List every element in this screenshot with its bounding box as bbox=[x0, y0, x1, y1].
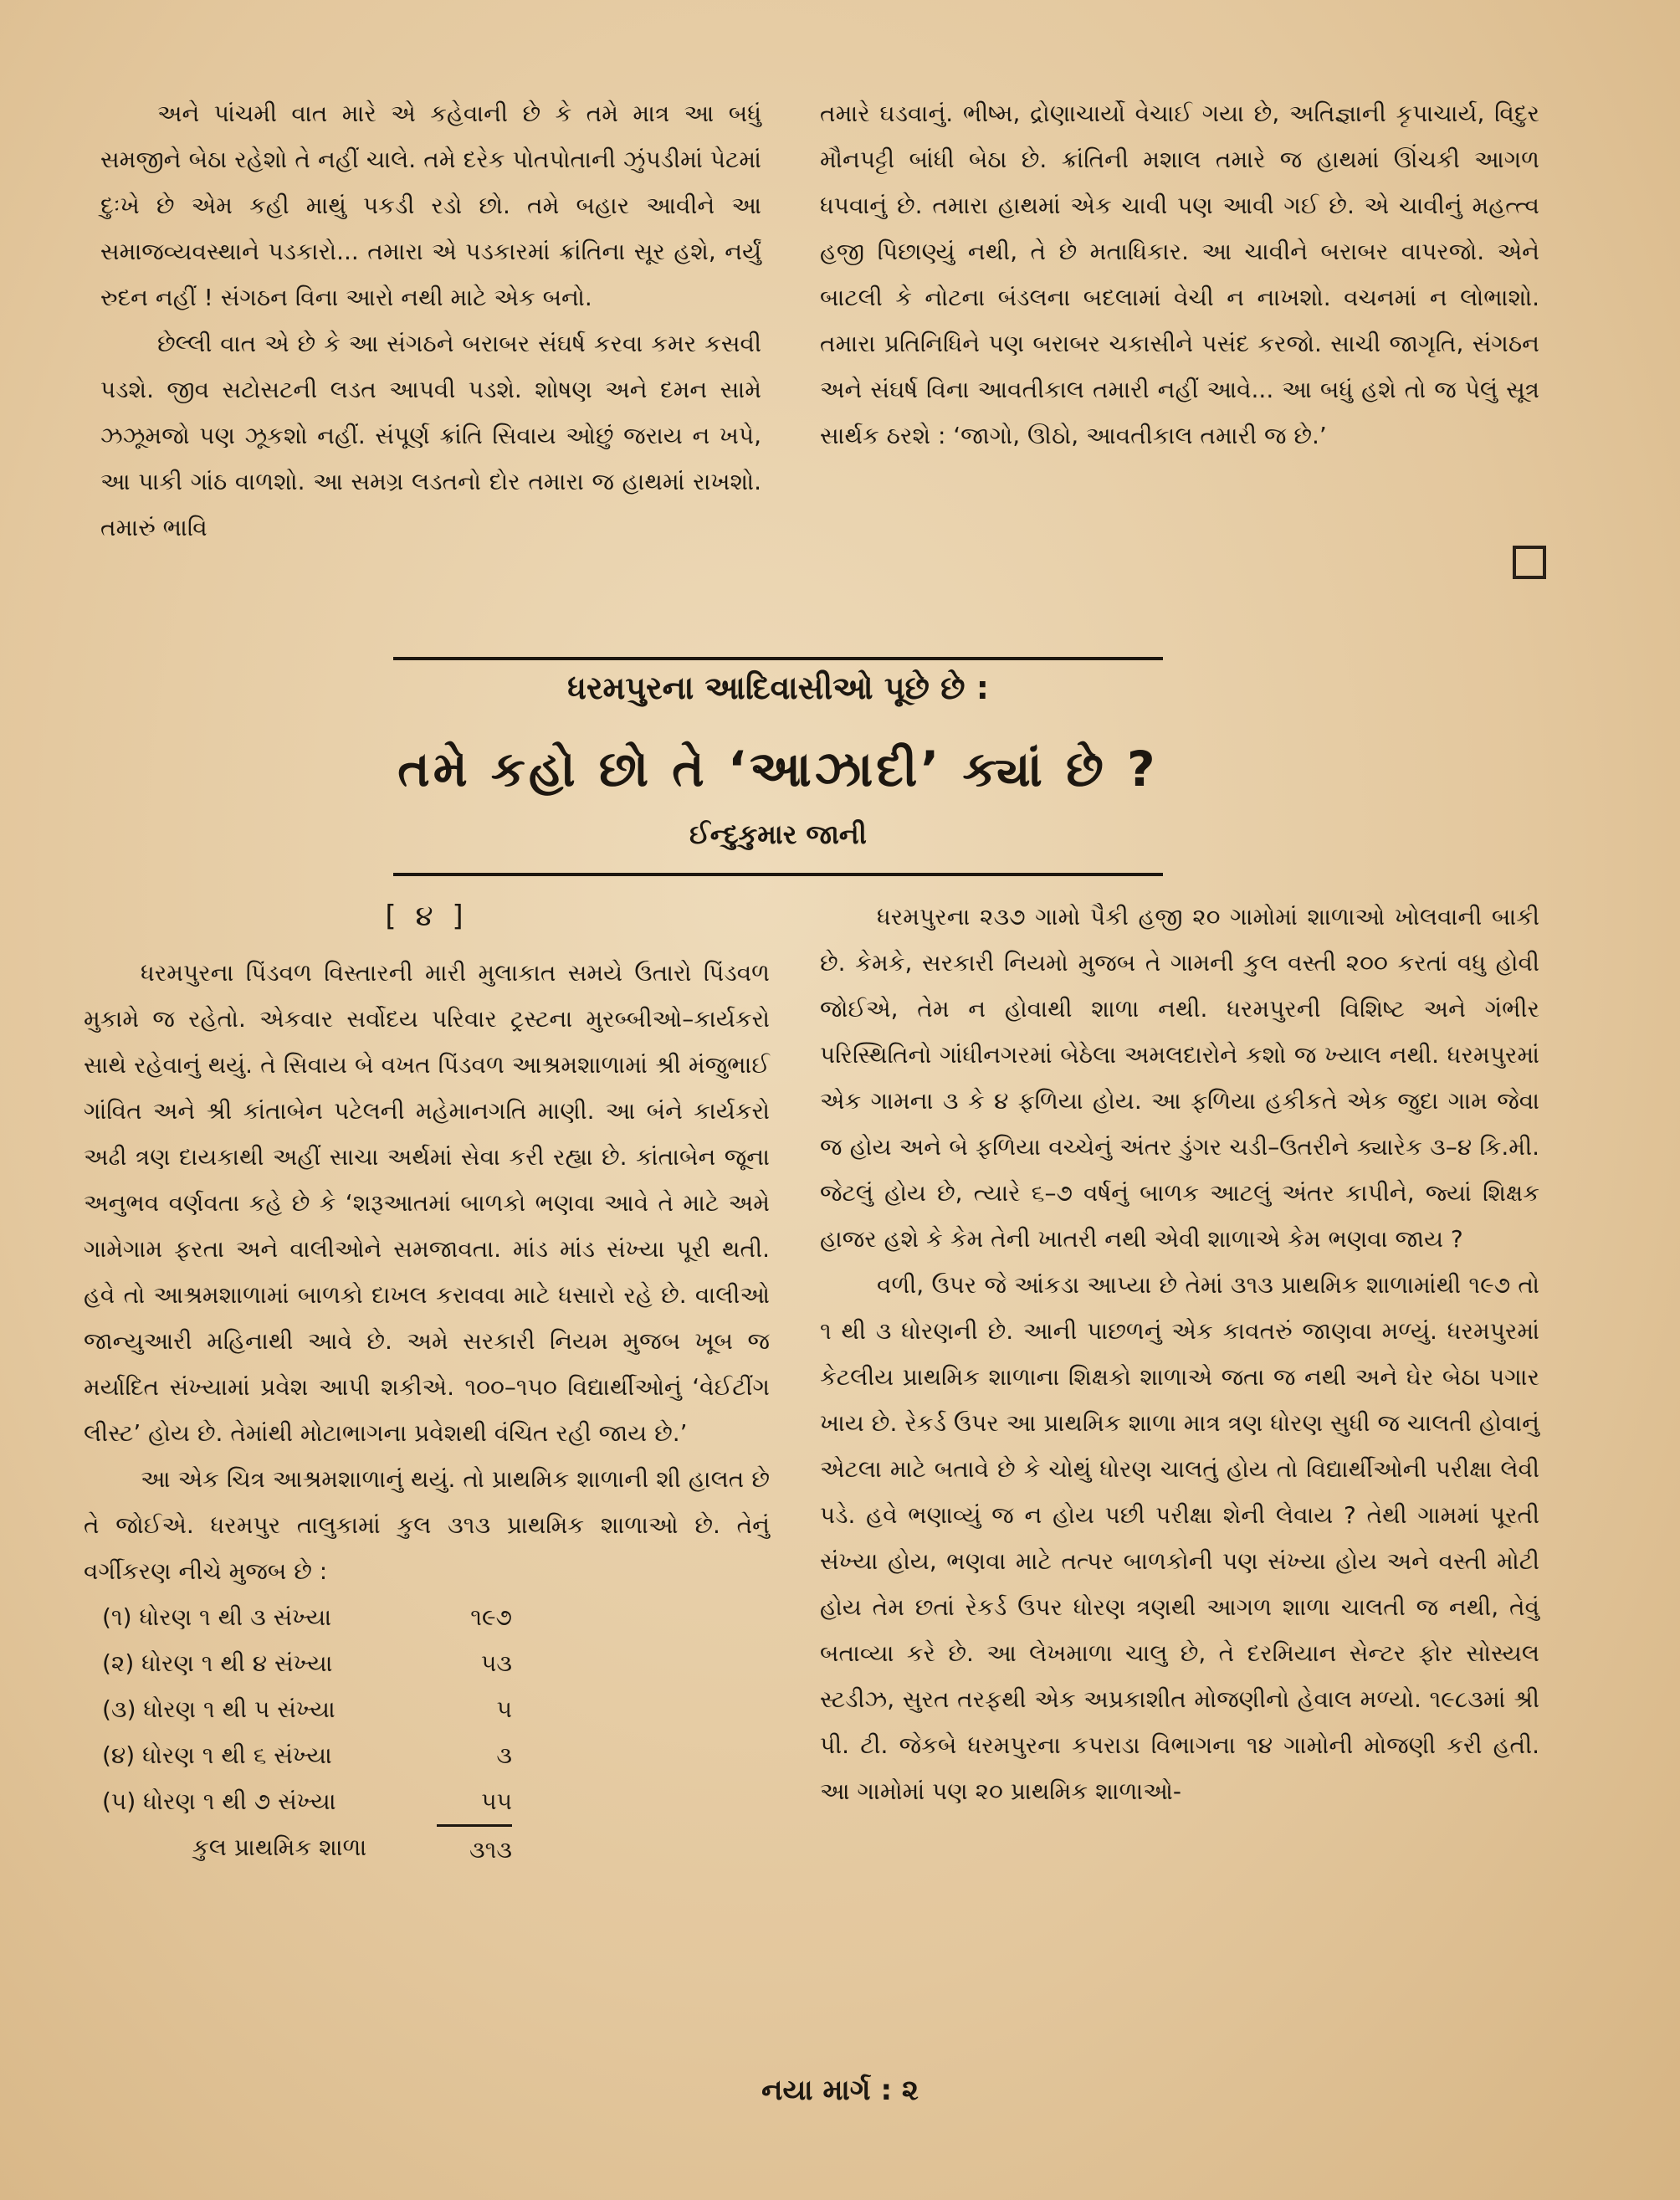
paragraph: તમારે ઘડવાનું. ભીષ્મ, દ્રોણાચાર્યો વેચાઈ ગયા છે, અતિજ્ઞાની કૃપાચાર્ય, વિદુર મૌનપટ્ટી બાંધી બેઠા છે. ક્રાંતિની મશાલ તમારે જ હાથમાં ઊંચકી આગળ ધપવાનું છે. તમારા હાથમાં એક ચાવી પણ આવી ગઈ છે. એ ચાવીનું મહત્ત્વ હજી પિછાણ્યું નથી, તે છે મતાધિકાર. આ ચાવીને બરાબર વાપરજો. એને બાટલી કે નોટના બંડલના બદલામાં વેચી ન નાખશો. વચનમાં ન લોભાશો. તમારા પ્રતિનિધિને પણ બરાબર ચકાસીને પસંદ કરજો. સાચી જાગૃતિ, સંગઠન અને સંઘર્ષ વિના આવતીકાલ તમારી નહીં આવે... આ બધું હશે તો જ પેલું સૂત્ર સાર્થક ઠરશે : ‘જાગો, ઊઠો, આવતીકાલ તમારી જ છે.’ bbox=[820, 100, 1539, 449]
divider bbox=[393, 657, 1163, 660]
list-item-value: ૫ bbox=[496, 1695, 512, 1723]
page-footer: નયા માર્ગ : ૨ bbox=[761, 2074, 919, 2107]
article-byline: ઈન્દુકુમાર જાની bbox=[689, 818, 867, 850]
list-item-value: ૩ bbox=[496, 1741, 512, 1769]
list-item-value: ૫૩ bbox=[480, 1649, 512, 1677]
paragraph: અને પાંચમી વાત મારે એ કહેવાની છે કે તમે માત્ર આ બધું સમજીને બેઠા રહેશો તે નહીં ચાલે. તમે દરેક પોતપોતાની ઝુંપડીમાં પેટમાં દુઃખે છે એમ કહી માથું પકડી રડો છો. તમે બહાર આવીને આ સમાજવ્યવસ્થાને પડકારો... તમારા એ પડકારમાં ક્રાંતિના સૂર હશે, નર્યું રુદન નહીં ! સંગઠન વિના આરો નથી માટે એક બનો. bbox=[100, 100, 761, 311]
paragraph: છેલ્લી વાત એ છે કે આ સંગઠને બરાબર સંઘર્ષ કરવા કમર કસવી પડશે. જીવ સટોસટની લડત આપવી પડશે. શોષણ અને દમન સામે ઝઝૂમજો પણ ઝૂકશો નહીં. સંપૂર્ણ ક્રાંતિ સિવાય ઓછું જરાય ન ખપે, આ પાકી ગાંઠ વાળશો. આ સમગ્ર લડતનો દોર તમારા જ હાથમાં રાખશો. તમારું ભાવિ bbox=[100, 330, 761, 541]
list-item-value: ૧૯૭ bbox=[470, 1603, 512, 1631]
continued-text-left-column bbox=[100, 90, 761, 551]
end-of-article-box-icon bbox=[1513, 546, 1546, 579]
list-item bbox=[84, 1640, 770, 1686]
total-label: કુલ પ્રાથમિક શાળા bbox=[192, 1833, 367, 1861]
list-item-value: ૫૫ bbox=[481, 1787, 512, 1815]
list-total-row bbox=[84, 1824, 770, 1873]
part-number: [ ૪ ] bbox=[385, 900, 469, 933]
list-item-label: (૩) ધોરણ ૧ થી ૫ સંખ્યા bbox=[102, 1695, 335, 1723]
article-right-column bbox=[820, 894, 1539, 1814]
list-item-label: (૨) ધોરણ ૧ થી ૪ સંખ્યા bbox=[102, 1649, 333, 1677]
list-item-label: (૪) ધોરણ ૧ થી ૬ સંખ્યા bbox=[102, 1741, 332, 1769]
paragraph: આ એક ચિત્ર આશ્રમશાળાનું થયું. તો પ્રાથમિક શાળાની શી હાલત છે તે જોઈએ. ધરમપુર તાલુકામાં કુલ ૩૧૩ પ્રાથમિક શાળાઓ છે. તેનું વર્ગીકરણ નીચે મુજબ છે : bbox=[84, 1465, 770, 1585]
list-item bbox=[84, 1732, 770, 1778]
list-item bbox=[84, 1778, 770, 1824]
paragraph: વળી, ઉપર જે આંકડા આપ્યા છે તેમાં ૩૧૩ પ્રાથમિક શાળામાંથી ૧૯૭ તો ૧ થી ૩ ધોરણની છે. આની પાછળનું એક કાવતરું જાણવા મળ્યું. ધરમપુરમાં કેટલીય પ્રાથમિક શાળાના શિક્ષકો શાળાએ જતા જ નથી અને ઘેર બેઠા પગાર ખાય છે. રેકર્ડ ઉપર આ પ્રાથમિક શાળા માત્ર ત્રણ ધોરણ સુધી જ ચાલતી હોવાનું એટલા માટે બતાવે છે કે ચોથું ધોરણ ચાલતું હોય તો વિદ્યાર્થીઓની પરીક્ષા લેવી પડે. હવે ભણાવ્યું જ ન હોય પછી પરીક્ષા શેની લેવાય ? તેથી ગામમાં પૂરતી સંખ્યા હોય, ભણવા માટે તત્પર બાળકોની પણ સંખ્યા હોય અને વસ્તી મોટી હોય તેમ છતાં રેકર્ડ ઉપર ધોરણ ત્રણથી આગળ શાળા ચાલતી જ નથી, તેવું બતાવ્યા કરે છે. આ લેખમાળા ચાલુ છે, તે દરમિયાન સેન્ટર ફોર સોસ્યલ સ્ટડીઝ, સુરત તરફથી એક અપ્રકાશીત મોજણીનો હેવાલ મળ્યો. ૧૯૮૩માં શ્રી પી. ટી. જેકબે ધરમપુરના કપરાડા વિભાગના ૧૪ ગામોની મોજણી કરી હતી. આ ગામોમાં પણ ૨૦ પ્રાથમિક શાળાઓ- bbox=[820, 1271, 1539, 1805]
list-item-label: (૧) ધોરણ ૧ થી ૩ સંખ્યા bbox=[102, 1603, 332, 1631]
article-kicker: ધરમપુરના આદિવાસીઓ પૂછે છે : bbox=[567, 669, 989, 706]
list-item bbox=[84, 1686, 770, 1732]
school-classification-list bbox=[84, 1594, 770, 1873]
paragraph: ધરમપુરના પિંડવળ વિસ્તારની મારી મુલાકાત સમયે ઉતારો પિંડવળ મુકામે જ રહેતો. એકવાર સર્વોદય પરિવાર ટ્રસ્ટના મુરબ્બીઓ–કાર્યકરો સાથે રહેવાનું થયું. તે સિવાય બે વખત પિંડવળ આશ્રમશાળામાં શ્રી મંજુભાઈ ગાંવિત અને શ્રી કાંતાબેન પટેલની મહેમાનગતિ માણી. આ બંને કાર્યકરો અઢી ત્રણ દાયકાથી અહીં સાચા અર્થમાં સેવા કરી રહ્યા છે. કાંતાબેન જૂના અનુભવ વર્ણવતા કહે છે કે ‘શરૂઆતમાં બાળકો ભણવા આવે તે માટે અમે ગામેગામ ફરતા અને વાલીઓને સમજાવતા. માંડ માંડ સંખ્યા પૂરી થતી. હવે તો આશ્રમશાળામાં બાળકો દાખલ કરાવવા માટે ધસારો રહે છે. વાલીઓ જાન્યુઆરી મહિનાથી આવે છે. અમે સરકારી નિયમ મુજબ ખૂબ જ મર્યાદિત સંખ્યામાં પ્રવેશ આપી શકીએ. ૧૦૦–૧૫૦ વિદ્યાર્થીઓનું ‘વેઈટીંગ લીસ્ટ’ હોય છે. તેમાંથી મોટાભાગના પ્રવેશથી વંચિત રહી જાય છે.’ bbox=[84, 959, 770, 1447]
divider bbox=[393, 873, 1163, 876]
continued-text-right-column bbox=[820, 90, 1539, 459]
article-headline: તમે કહો છો તે ‘આઝાદી’ ક્યાં છે ? bbox=[397, 741, 1159, 797]
paragraph: ધરમપુરના ૨૩૭ ગામો પૈકી હજી ૨૦ ગામોમાં શાળાઓ ખોલવાની બાકી છે. કેમકે, સરકારી નિયમો મુજબ તે ગામની કુલ વસ્તી ૨૦૦ કરતાં વધુ હોવી જોઈએ, તેમ ન હોવાથી શાળા નથી. ધરમપુરની વિશિષ્ટ અને ગંભીર પરિસ્થિતિનો ગાંધીનગરમાં બેઠેલા અમલદારોને કશો જ ખ્યાલ નથી. ધરમપુરમાં એક ગામના ૩ કે ૪ ફળિયા હોય. આ ફળિયા હકીકતે એક જુદા ગામ જેવા જ હોય અને બે ફળિયા વચ્ચેનું અંતર ડુંગર ચડી–ઉતરીને ક્યારેક ૩–૪ કિ.મી. જેટલું હોય છે, ત્યારે ૬–૭ વર્ષનું બાળક આટલું અંતર કાપીને, જ્યાં શિક્ષક હાજર હશે કે કેમ તેની ખાતરી નથી એવી શાળાએ કેમ ભણવા જાય ? bbox=[820, 903, 1539, 1253]
total-value: ૩૧૩ bbox=[437, 1824, 512, 1873]
list-item-label: (૫) ધોરણ ૧ થી ૭ સંખ્યા bbox=[102, 1787, 336, 1815]
article-left-column bbox=[84, 894, 770, 1873]
list-item bbox=[84, 1594, 770, 1640]
